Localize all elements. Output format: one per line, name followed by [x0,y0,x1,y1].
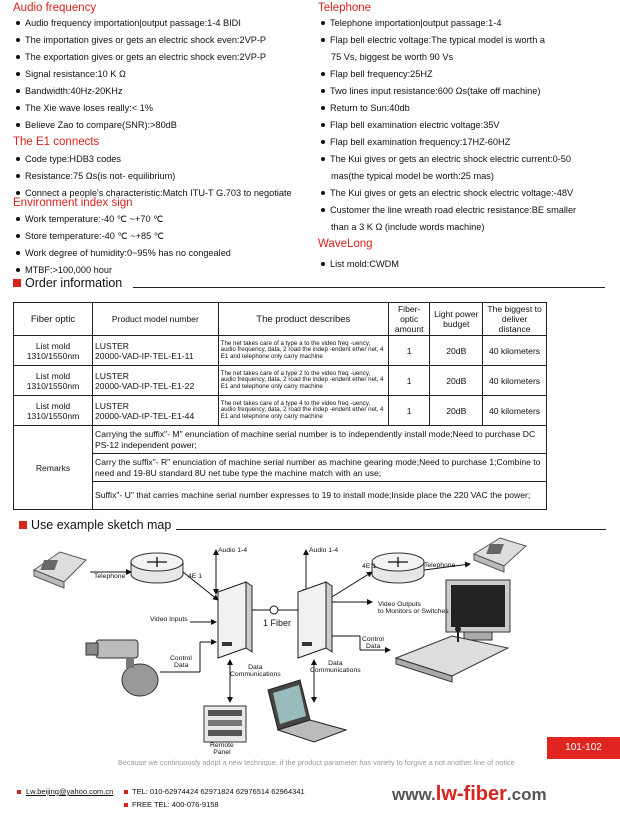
list-item-text: Flap bell electric voltage:The typical model is worth a [330,35,545,45]
list-item-continuation: 75 Vs, biggest be worth 90 Vs [331,52,454,62]
order-header-row [14,303,547,336]
bullet-icon [16,123,20,127]
row-amount: 1 [388,336,430,366]
label-fiber: 1 Fiber [263,618,292,628]
audio-section-title: Audio frequency [13,2,97,14]
telephone-section-title: Telephone [318,2,372,14]
header-fiber-optic: Fiber optic [14,303,93,336]
model-series: LUSTER [95,370,129,381]
telephone-left-icon [34,552,86,588]
remote-line2: Panel [213,749,231,756]
control-left-line2: Data [174,662,189,669]
list-item-text: The Kui gives or gets an electric shock electric voltage:-48V [330,188,574,198]
bullet-square-icon [17,790,21,794]
bullet-icon [321,123,325,127]
wavelong-list [321,256,399,273]
list-item-text: The Xie wave loses really:< 1% [25,103,153,113]
bullet-icon [16,191,20,195]
bullet-icon [16,106,20,110]
bullet-icon [16,55,20,59]
laptop-icon [268,680,346,742]
list-item-continuation: than a 3 K Ω (include words machine) [331,222,485,232]
row-model [93,366,219,396]
list-item-text: Flap bell examination electric voltage:35V [330,120,500,130]
order-info-header [13,276,122,290]
list-item [16,168,292,185]
site-prefix: www. [392,785,436,804]
list-item-text: Return to Sun:40db [330,103,410,113]
list-item [16,83,266,100]
label-audio-left: Audio 1-4 [218,547,248,554]
page-number-badge: 101-102 [547,737,620,759]
order-table [13,302,547,510]
bullet-icon [16,38,20,42]
multiplexer-right-icon [372,553,424,583]
label-audio-right: Audio 1-4 [309,547,339,554]
row-amount: 1 [388,366,430,396]
bullet-icon [321,38,325,42]
bullet-square-icon [124,803,128,807]
row-budget: 20dB [430,336,483,366]
wavelong-section-title: WaveLong [318,238,373,250]
list-item-text: Bandwidth:40Hz-20KHz [25,86,123,96]
list-item-text: Flap bell frequency:25HZ [330,69,433,79]
site-brand: lw-fiber [435,783,507,805]
label-4e1-right: 4E 1 [362,563,376,570]
row-desc: The net takes care of a type 4 to the video freq -uency, audio frequency, data, 2 road the indep -endent ether net, 4 E1 and telephone only carry machine [218,396,388,426]
control-right-line2: Data [366,643,381,650]
bullet-square-icon [124,790,128,794]
sketch-diagram [0,530,620,760]
row-fiber: List mold 1310/1550nm [14,366,93,396]
list-item-text: Store temperature:-40 ℃ ~+85 ℃ [25,231,165,241]
list-item-text: Code type:HDB3 codes [25,154,122,164]
row-fiber: List mold 1310/1550nm [14,396,93,426]
bullet-icon [16,234,20,238]
control-right-line1: Control [362,636,384,643]
label-telephone-right: Telephone [424,562,456,569]
order-info-title: Order information [25,276,123,290]
row-model [93,336,219,366]
list-item [321,83,576,100]
list-item [16,211,231,228]
model-number: 20000-VAD-IP-TEL-E1-11 [95,350,194,361]
list-item [321,256,399,273]
remote-line1: Remote [210,742,234,749]
env-section-title: Environment index sign [13,197,133,209]
list-item-text: Believe Zao to compare(SNR):>80dB [25,120,177,130]
env-list [16,211,231,279]
red-square-icon [19,521,27,529]
list-item-text: List mold:CWDM [330,259,399,269]
list-item-text: Two lines input resistance:600 Ωs(take off machine) [330,86,541,96]
bullet-icon [16,251,20,255]
row-distance: 40 kilometers [483,366,547,396]
audio-list [16,15,266,134]
header-model: Product model number [93,303,219,336]
list-item [321,117,576,134]
remark-r: Carry the suffix"- R" enunciation of machine serial number as machine gearing mode;Need to purchase 1;Combine to need and 19-8U standard 8U net tube type the machine match with an use; [93,454,547,482]
order-info-rule [133,287,605,288]
transceiver-left-icon [218,582,252,658]
remark-row [14,482,547,510]
row-distance: 40 kilometers [483,336,547,366]
list-item-text: Flap bell examination frequency:17HZ-60HZ [330,137,511,147]
header-budget: Light power budget [430,303,483,336]
footer-tel: TEL: 010-62974424 62971824 62976514 62964341 [132,787,305,796]
list-item [16,15,266,32]
video-outputs-line1: Video Outputs [378,601,421,608]
remark-u: Suffix"- U" that carries machine serial number expresses to 19 to install mode;Inside place the 220 VAC the power; [93,482,547,510]
list-item [16,151,292,168]
list-item [321,15,576,32]
list-item-text: Signal resistance:10 K Ω [25,69,126,79]
label-remote-panel [210,742,234,756]
row-budget: 20dB [430,396,483,426]
footer-free-tel: FREE TEL: 400-076-9158 [132,800,219,809]
row-desc: The net takes care of a type a to the video freq -uency, audio frequency, data, 2 road the indep -endent ether net, 4 E1 and telephone only carry machine [218,336,388,366]
table-row [14,396,547,426]
list-item-continuation: mas(the typical model be worth:25 mas) [331,171,494,181]
list-item [321,32,576,49]
bullet-icon [16,72,20,76]
row-fiber: List mold 1310/1550nm [14,336,93,366]
header-describes: The product describes [218,303,388,336]
list-item-text: The exportation gives or gets an electric shock even:2VP-P [25,52,267,62]
label-control-right [362,636,384,650]
row-amount: 1 [388,396,430,426]
row-distance: 40 kilometers [483,396,547,426]
bullet-icon [321,157,325,161]
bullet-icon [16,157,20,161]
header-distance: The biggest to deliver distance [483,303,547,336]
model-number: 20000-VAD-IP-TEL-E1-22 [95,380,195,391]
bullet-icon [16,21,20,25]
data-comm-right-line1: Data [328,660,343,667]
bullet-icon [321,21,325,25]
list-item [321,202,576,219]
table-row [14,366,547,396]
list-item [321,66,576,83]
list-item [16,100,266,117]
site-suffix: .com [506,785,547,804]
list-item-text: Work temperature:-40 ℃ ~+70 ℃ [25,214,164,224]
bullet-icon [16,217,20,221]
telephone-right-icon [474,538,526,572]
camera-icon [86,640,158,696]
model-number: 20000-VAD-IP-TEL-E1-44 [95,410,195,421]
label-4e1-left: 4E 1 [188,573,202,580]
header-amount: Fiber-optic amount [388,303,430,336]
label-control-left [170,655,192,669]
data-comm-left-line2: Communications [230,671,281,678]
list-item-text: Resistance:75 Ωs(is not- equilibrium) [25,171,176,181]
remarks-label: Remarks [14,426,93,510]
row-desc: The net takes care of a type 2 to the video freq -uency, audio frequency, data, 2 road the indep -endent ether net, 4 E1 and telephone only carry machine [218,366,388,396]
bullet-icon [321,72,325,76]
transceiver-right-icon [298,582,332,658]
bullet-icon [321,140,325,144]
monitor-icon [446,580,510,640]
list-item [16,117,266,134]
footer-email[interactable]: Lw.beijing@yahoo.com.cn [26,787,114,796]
label-video-outputs [378,601,449,615]
model-series: LUSTER [95,400,129,411]
label-video-inputs: Video Inputs [150,616,188,623]
remark-row [14,426,547,454]
row-model [93,396,219,426]
sketch-title: Use example sketch map [31,518,172,532]
list-item [321,100,576,117]
remote-panel-icon [204,706,246,742]
row-budget: 20dB [430,366,483,396]
list-item [321,185,576,202]
notice-text: Because we continuously adopt a new technique, if the product parameter has variety to forgive a not another line of notice [118,758,515,767]
e1-section-title: The E1 connects [13,136,100,148]
label-data-comm-left [230,664,281,678]
data-comm-right-line2: Communications [310,667,361,674]
remark-m: Carrying the suffix"- M" enunciation of machine serial number is to independently install mode;Need to purchase DC PS-12 independent power; [93,426,547,454]
bullet-icon [321,89,325,93]
list-item-text: Customer the line wreath road electric resistance:BE smaller [330,205,577,215]
table-row [14,336,547,366]
video-outputs-line2: to Monitors or Switches [378,608,449,615]
list-item [16,66,266,83]
list-item [321,151,576,168]
list-item-text: Work degree of humidity:0~95% has no congealed [25,248,231,258]
list-item [16,245,231,262]
remark-row [14,454,547,482]
bullet-icon [321,191,325,195]
label-telephone-left: Telephone [94,573,126,580]
label-data-comm-right [310,660,361,674]
list-item-text: The Kui gives or gets an electric shock electric current:0-50 [330,154,572,164]
e1-list [16,151,292,202]
list-item-text: Connect a people's characteristic:Match ITU-T G.703 to negotiate [25,188,292,198]
bullet-icon [16,89,20,93]
list-item-text: The importation gives or gets an electric shock even:2VP-P [25,35,267,45]
multiplexer-left-icon [131,553,183,583]
list-item [16,32,266,49]
footer-website[interactable] [392,783,547,806]
list-item [321,134,576,151]
list-item [16,228,231,245]
data-comm-left-line1: Data [248,664,263,671]
list-item-text: Audio frequency importation|output passage:1-4 BIDI [25,18,241,28]
list-item [16,49,266,66]
model-series: LUSTER [95,340,129,351]
red-square-icon [13,279,21,287]
bullet-icon [321,106,325,110]
control-left-line1: Control [170,655,192,662]
telephone-list [321,15,576,236]
list-item-text: MTBF:>100,000 hour [25,265,113,275]
bullet-icon [321,262,325,266]
bullet-icon [321,208,325,212]
list-item-text: Telephone importation|output passage:1-4 [330,18,502,28]
bullet-icon [16,268,20,272]
bullet-icon [16,174,20,178]
